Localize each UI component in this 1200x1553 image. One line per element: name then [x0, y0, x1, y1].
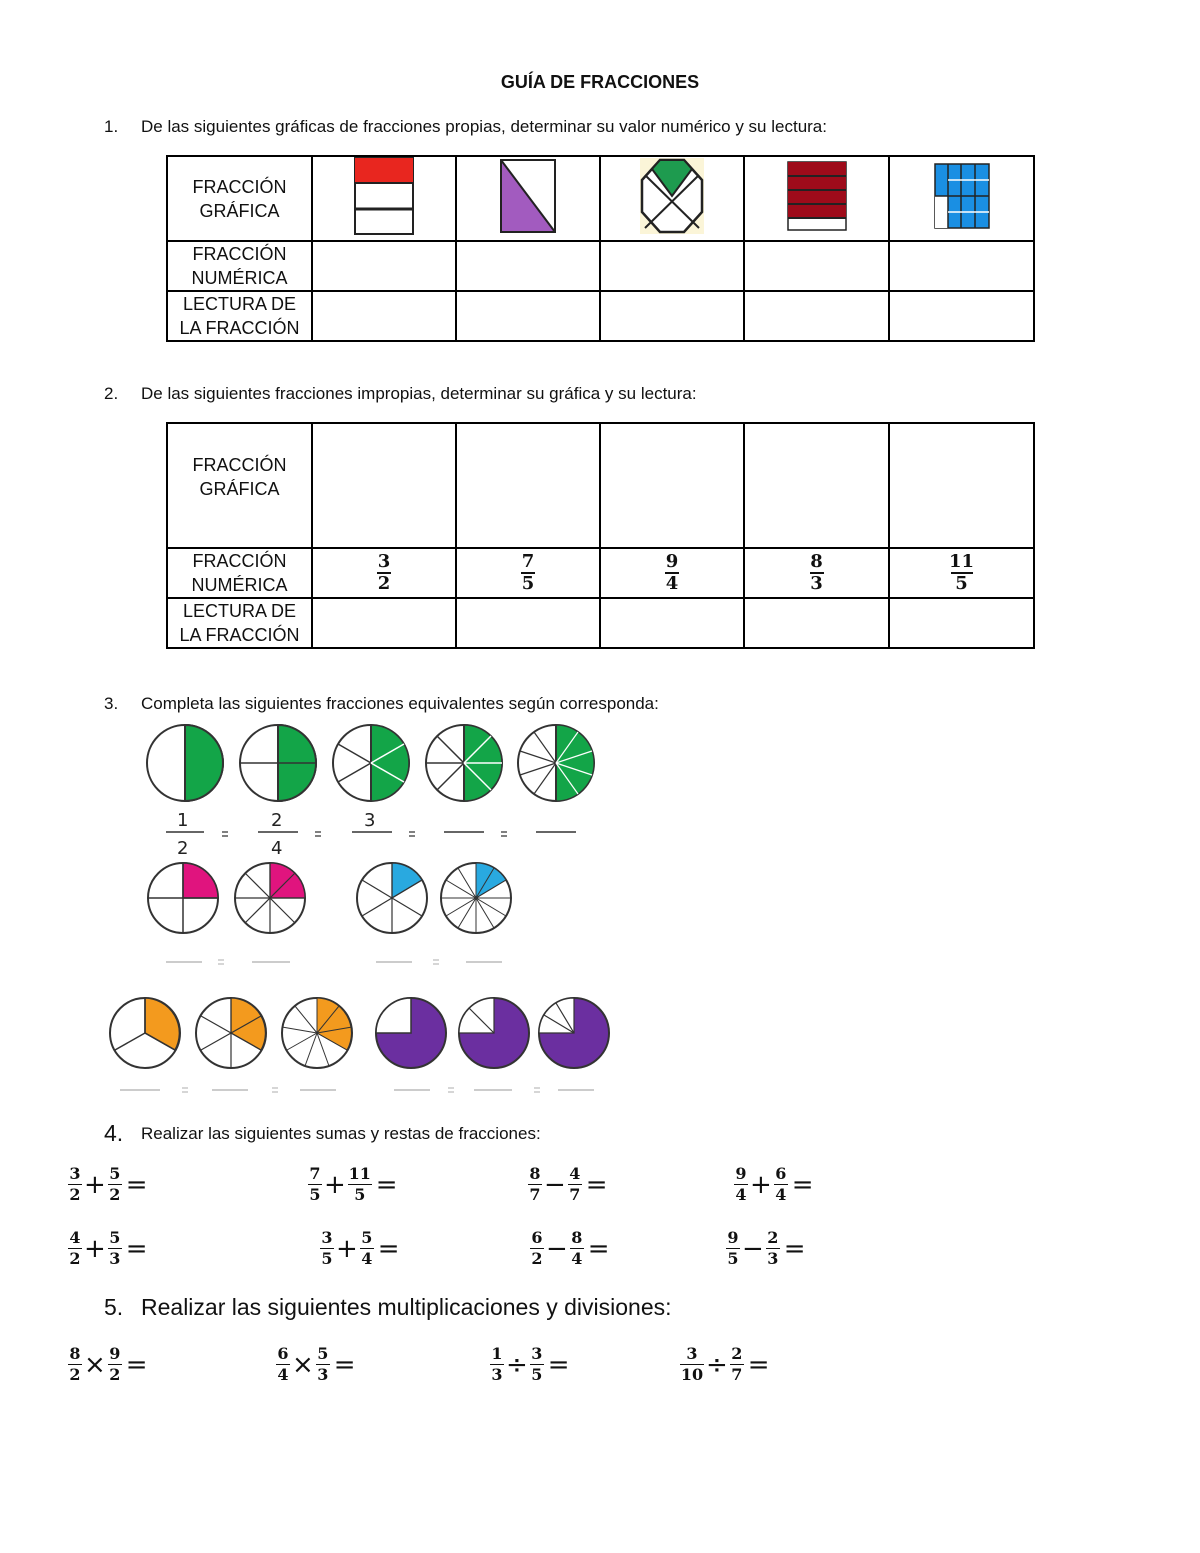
- operator: ×: [292, 1349, 314, 1380]
- fraction: [68, 1164, 82, 1205]
- fraction: [774, 1164, 788, 1205]
- denominator: 2: [69, 1185, 81, 1204]
- operator: +: [84, 1169, 106, 1200]
- numerator: 6: [531, 1228, 543, 1247]
- q5-expression: [490, 1344, 572, 1385]
- q1-answer-cell[interactable]: [600, 241, 744, 291]
- label-line: FRACCIÓN: [192, 244, 287, 264]
- q2-answer-cell[interactable]: [889, 598, 1034, 648]
- denominator: 7: [731, 1365, 743, 1384]
- label-line: LECTURA DE: [182, 294, 297, 314]
- numerator: 7: [521, 551, 535, 572]
- q1-row-label-grafica: [167, 156, 312, 241]
- q4-expression: [320, 1228, 402, 1269]
- operator: +: [336, 1233, 358, 1264]
- fraction: [528, 1164, 542, 1205]
- orange-circle-2-6: [196, 998, 266, 1068]
- q4-expression: [308, 1164, 400, 1205]
- label-line: NUMÉRICA: [191, 575, 288, 595]
- pink-circle-2-8: [235, 863, 305, 933]
- numerator: 2: [731, 1344, 743, 1363]
- fraction: [348, 1164, 372, 1205]
- q2-row-label-numerica: [167, 548, 312, 598]
- pink-circle-1-4: [148, 863, 218, 933]
- q5-expression: [276, 1344, 358, 1385]
- numerator: 9: [665, 551, 679, 572]
- numerator: 5: [109, 1228, 121, 1247]
- equals-sign: =: [791, 1169, 814, 1200]
- green-circle-3-6: [333, 725, 409, 801]
- operator: ÷: [506, 1349, 528, 1380]
- q1-graphic-cell: [889, 156, 1034, 241]
- fraction: [360, 1228, 374, 1269]
- q1-answer-cell[interactable]: [744, 241, 889, 291]
- denominator: 2: [109, 1365, 121, 1384]
- fraction: [377, 552, 391, 594]
- equals-sign: =: [125, 1349, 148, 1380]
- green-circle-5-10: [518, 725, 594, 801]
- denominator: 5: [309, 1185, 321, 1204]
- label-line: GRÁFICA: [199, 478, 280, 499]
- numerator: 4: [569, 1164, 581, 1183]
- label-line: GRÁFICA: [199, 200, 280, 221]
- q5-expression: [68, 1344, 150, 1385]
- denominator: 2: [109, 1185, 121, 1204]
- fraction: [726, 1228, 740, 1269]
- q1-number: 1.: [104, 117, 119, 136]
- denominator: 3: [109, 1249, 121, 1268]
- fraction: [108, 1228, 122, 1269]
- q2-fraction-cell: [600, 548, 744, 598]
- q1-graphic-cell: [744, 156, 889, 241]
- q1-graphic-cell: [600, 156, 744, 241]
- equals-sign: =: [747, 1349, 770, 1380]
- numerator: 5: [361, 1228, 373, 1247]
- orange-circle-3-9: [282, 998, 352, 1068]
- fraction: [108, 1164, 122, 1205]
- violet-circle-3-4: [376, 998, 446, 1068]
- denominator: 2: [69, 1365, 81, 1384]
- denominator: 4: [775, 1185, 787, 1204]
- fraction: [68, 1344, 82, 1385]
- denominator: 5: [727, 1249, 739, 1268]
- denominator: 4: [571, 1249, 583, 1268]
- equals-sign: =: [377, 1233, 400, 1264]
- fraction: [810, 552, 824, 594]
- fraction: [570, 1228, 584, 1269]
- fraction: [308, 1164, 322, 1205]
- numerator: 8: [69, 1344, 81, 1363]
- operator: +: [324, 1169, 346, 1200]
- equivalent-fractions-figure: [100, 718, 620, 1098]
- numerator: 1: [491, 1344, 503, 1363]
- q2-fraction-cell: [312, 548, 456, 598]
- fraction: [949, 552, 974, 594]
- equals-sign: =: [587, 1233, 610, 1264]
- fraction: [316, 1344, 330, 1385]
- q1-table: [166, 155, 1035, 342]
- q1-answer-cell[interactable]: [600, 291, 744, 341]
- q1-answer-cell[interactable]: [889, 241, 1034, 291]
- operator: −: [544, 1169, 566, 1200]
- q2-answer-cell[interactable]: [456, 598, 600, 648]
- green-circle-1-2: [147, 725, 223, 801]
- label-line: NUMÉRICA: [191, 268, 288, 288]
- operator: +: [750, 1169, 772, 1200]
- fraction: [320, 1228, 334, 1269]
- denominator: 3: [810, 573, 823, 594]
- numerator: 11: [948, 551, 975, 572]
- numerator: 5: [109, 1164, 121, 1183]
- operator: −: [742, 1233, 764, 1264]
- q2-graphic-cell[interactable]: [312, 423, 456, 548]
- q2-row-label-grafica: [167, 423, 312, 548]
- label-line: FRACCIÓN: [192, 454, 287, 475]
- label-line: LA FRACCIÓN: [179, 318, 300, 338]
- denominator: 5: [955, 573, 968, 594]
- handwritten-denominator: 2: [177, 838, 189, 859]
- equals-sign: =: [585, 1169, 608, 1200]
- q4-expression: [734, 1164, 816, 1205]
- q2-answer-cell[interactable]: [312, 598, 456, 648]
- handwritten-numerator: 3: [364, 810, 376, 831]
- denominator: 5: [354, 1185, 366, 1204]
- q1-answer-cell[interactable]: [312, 241, 456, 291]
- q1-answer-cell[interactable]: [889, 291, 1034, 341]
- equals-sign: =: [375, 1169, 398, 1200]
- q4-expression: [528, 1164, 610, 1205]
- denominator: 3: [767, 1249, 779, 1268]
- denominator: 5: [531, 1365, 543, 1384]
- q1-answer-cell[interactable]: [312, 291, 456, 341]
- fraction: [568, 1164, 582, 1205]
- denominator: 3: [317, 1365, 329, 1384]
- fraction: [108, 1344, 122, 1385]
- equals-sign: =: [783, 1233, 806, 1264]
- label-line: LA FRACCIÓN: [179, 625, 300, 645]
- numerator: 9: [727, 1228, 739, 1247]
- numerator: 8: [571, 1228, 583, 1247]
- numerator: 3: [69, 1164, 81, 1183]
- q2-graphic-cell[interactable]: [600, 423, 744, 548]
- bars-red-icon: [787, 161, 847, 231]
- fraction: [530, 1228, 544, 1269]
- q2-number: 2.: [104, 384, 119, 403]
- q4-expression: [726, 1228, 808, 1269]
- violet-circle-6-8: [459, 998, 529, 1068]
- fraction: [276, 1344, 290, 1385]
- numerator: 4: [69, 1228, 81, 1247]
- q4-expression: [530, 1228, 612, 1269]
- denominator: 7: [569, 1185, 581, 1204]
- numerator: 6: [277, 1344, 289, 1363]
- label-line: FRACCIÓN: [192, 551, 287, 571]
- label-line: FRACCIÓN: [192, 176, 287, 197]
- equals-sign: =: [125, 1169, 148, 1200]
- denominator: 7: [529, 1185, 541, 1204]
- q2-row-label-lectura: [167, 598, 312, 648]
- numerator: 8: [529, 1164, 541, 1183]
- q1-graphic-cell: [456, 156, 600, 241]
- q2-fraction-cell: [456, 548, 600, 598]
- q2-graphic-cell[interactable]: [456, 423, 600, 548]
- q2-table: [166, 422, 1035, 649]
- q2-text: De las siguientes fracciones impropias, determinar su gráfica y su lectura:: [141, 384, 697, 403]
- numerator: 11: [348, 1164, 371, 1183]
- orange-circle-1-3: [110, 998, 180, 1068]
- denominator: 2: [69, 1249, 81, 1268]
- q1-answer-cell[interactable]: [456, 241, 600, 291]
- q1-text: De las siguientes gráficas de fracciones propias, determinar su valor numérico y su lectura:: [141, 117, 827, 136]
- q2-graphic-cell[interactable]: [889, 423, 1034, 548]
- numerator: 2: [767, 1228, 779, 1247]
- fraction: [68, 1228, 82, 1269]
- fraction: [665, 552, 679, 594]
- fraction: [680, 1344, 704, 1385]
- denominator: 10: [680, 1365, 704, 1384]
- green-circle-2-4: [240, 725, 316, 801]
- label-line: LECTURA DE: [182, 601, 297, 621]
- q2-answer-cell[interactable]: [600, 598, 744, 648]
- page-title: GUÍA DE FRACCIONES: [500, 72, 700, 92]
- q4-expression: [68, 1164, 150, 1205]
- numerator: 3: [531, 1344, 543, 1363]
- q1-answer-cell[interactable]: [744, 291, 889, 341]
- denominator: 5: [521, 573, 535, 594]
- q4-text: Realizar las siguientes sumas y restas de fracciones:: [141, 1124, 541, 1143]
- q3-number: 3.: [104, 694, 119, 713]
- numerator: 6: [775, 1164, 787, 1183]
- q5-number: 5.: [104, 1294, 124, 1320]
- handwritten-numerator: 2: [271, 810, 283, 831]
- q2-graphic-cell[interactable]: [744, 423, 889, 548]
- cyan-circle-2-12: [441, 863, 511, 933]
- cyan-circle-1-6: [357, 863, 427, 933]
- triangle-half-icon: [500, 159, 556, 233]
- denominator: 4: [665, 573, 679, 594]
- q2-fraction-cell: [744, 548, 889, 598]
- denominator: 4: [361, 1249, 373, 1268]
- denominator: 5: [321, 1249, 333, 1268]
- numerator: 5: [317, 1344, 329, 1363]
- fraction: [530, 1344, 544, 1385]
- numerator: 8: [810, 551, 823, 572]
- denominator: 2: [377, 573, 391, 594]
- q2-answer-cell[interactable]: [744, 598, 889, 648]
- handwritten-denominator: 4: [271, 838, 283, 859]
- q1-row-label-numerica: [167, 241, 312, 291]
- fraction: [766, 1228, 780, 1269]
- equals-sign: =: [333, 1349, 356, 1380]
- fraction: [521, 552, 535, 594]
- q1-row-label-lectura: [167, 291, 312, 341]
- rectangle-thirds-icon: [354, 157, 414, 235]
- denominator: 3: [491, 1365, 503, 1384]
- q3-text: Completa las siguientes fracciones equivalentes según corresponda:: [141, 694, 659, 713]
- fraction: [734, 1164, 748, 1205]
- fraction: [730, 1344, 744, 1385]
- handwritten-numerator: 1: [177, 810, 189, 831]
- q4-number: 4.: [104, 1120, 124, 1146]
- equals-sign: =: [547, 1349, 570, 1380]
- q2-fraction-cell: [889, 548, 1034, 598]
- numerator: 9: [109, 1344, 121, 1363]
- q5-text: Realizar las siguientes multiplicaciones y divisiones:: [141, 1294, 672, 1320]
- numerator: 3: [686, 1344, 698, 1363]
- operator: +: [84, 1233, 106, 1264]
- grid-blue-icon: [934, 163, 990, 229]
- q4-expression: [68, 1228, 150, 1269]
- numerator: 3: [321, 1228, 333, 1247]
- operator: −: [546, 1233, 568, 1264]
- numerator: 9: [735, 1164, 747, 1183]
- numerator: 7: [309, 1164, 321, 1183]
- denominator: 2: [531, 1249, 543, 1268]
- q1-graphic-cell: [312, 156, 456, 241]
- denominator: 4: [735, 1185, 747, 1204]
- q1-answer-cell[interactable]: [456, 291, 600, 341]
- green-circle-4-8: [426, 725, 502, 801]
- octagon-quarter-icon: [640, 158, 704, 234]
- equals-sign: =: [125, 1233, 148, 1264]
- numerator: 3: [377, 551, 391, 572]
- fraction: [490, 1344, 504, 1385]
- operator: ×: [84, 1349, 106, 1380]
- violet-circle-9-12: [539, 998, 609, 1068]
- operator: ÷: [706, 1349, 728, 1380]
- q5-expression: [680, 1344, 772, 1385]
- denominator: 4: [277, 1365, 289, 1384]
